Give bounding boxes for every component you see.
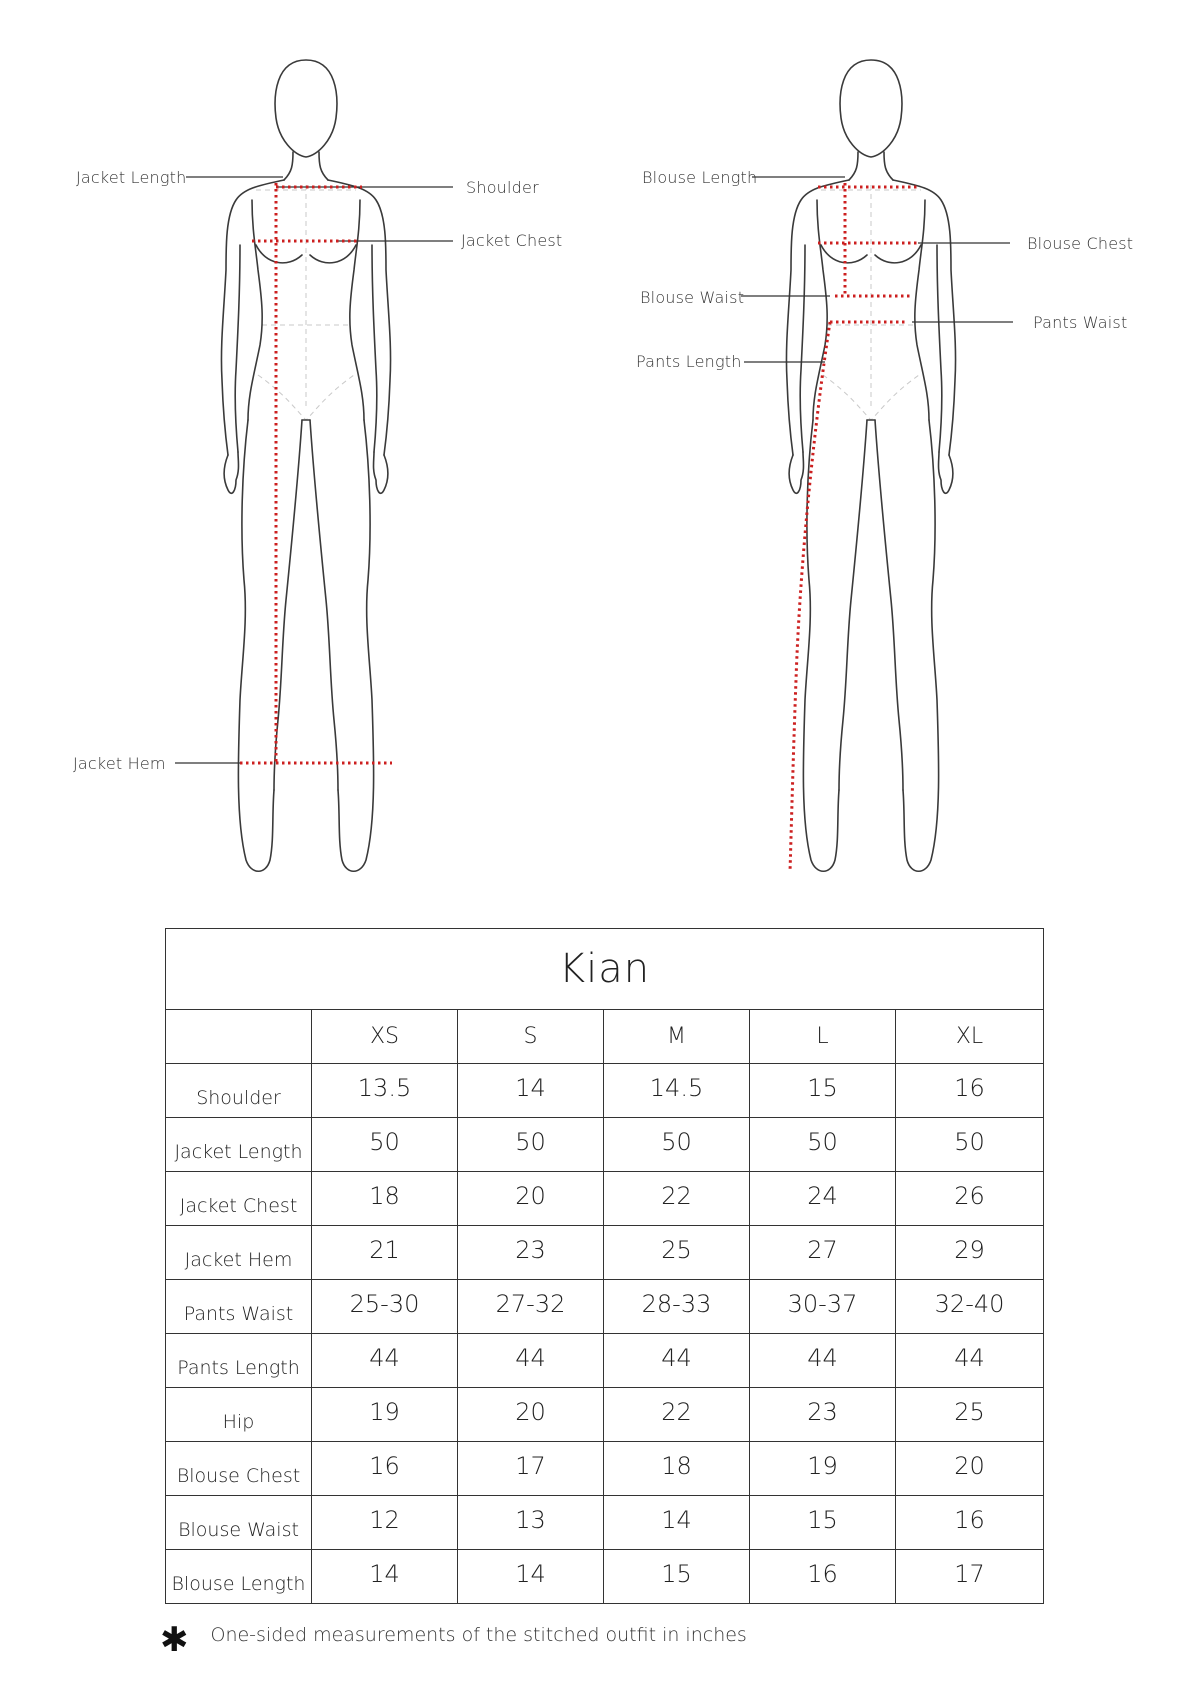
- label-jacket-chest: Jacket Chest: [461, 231, 563, 250]
- corner-cell: [166, 1010, 312, 1064]
- table-row: [166, 1442, 1044, 1496]
- right-leader-lines: [741, 177, 1013, 362]
- size-header: XS: [312, 1010, 458, 1064]
- table-cell: 50: [604, 1118, 750, 1172]
- row-label: Blouse Waist: [166, 1496, 312, 1550]
- label-shoulder: Shoulder: [466, 178, 539, 197]
- table-cell: 20: [458, 1388, 604, 1442]
- table-cell: 27: [750, 1226, 896, 1280]
- table-cell: 25: [604, 1226, 750, 1280]
- label-blouse-length: Blouse Length: [642, 168, 758, 187]
- row-label: Pants Waist: [166, 1280, 312, 1334]
- size-header: M: [604, 1010, 750, 1064]
- table-cell: 14: [458, 1550, 604, 1604]
- table-cell: 25: [896, 1388, 1044, 1442]
- table-cell: 19: [750, 1442, 896, 1496]
- row-label: Shoulder: [166, 1064, 312, 1118]
- table-cell: 20: [458, 1172, 604, 1226]
- table-cell: 44: [458, 1334, 604, 1388]
- table-cell: 21: [312, 1226, 458, 1280]
- row-label: Jacket Length: [166, 1118, 312, 1172]
- table-cell: 26: [896, 1172, 1044, 1226]
- table-cell: 14.5: [604, 1064, 750, 1118]
- table-cell: 44: [604, 1334, 750, 1388]
- table-cell: 14: [604, 1496, 750, 1550]
- table-row: [166, 1388, 1044, 1442]
- size-header: XL: [896, 1010, 1044, 1064]
- size-header: S: [458, 1010, 604, 1064]
- table-row: [166, 1334, 1044, 1388]
- table-cell: 18: [604, 1442, 750, 1496]
- row-label: Hip: [166, 1388, 312, 1442]
- table-row: [166, 1226, 1044, 1280]
- table-cell: 29: [896, 1226, 1044, 1280]
- footnote: [160, 1620, 747, 1660]
- row-label: Jacket Chest: [166, 1172, 312, 1226]
- table-cell: 23: [750, 1388, 896, 1442]
- table-cell: 44: [750, 1334, 896, 1388]
- table-cell: 13: [458, 1496, 604, 1550]
- table-cell: 50: [750, 1118, 896, 1172]
- table-cell: 20: [896, 1442, 1044, 1496]
- table-cell: 16: [312, 1442, 458, 1496]
- row-label: Blouse Length: [166, 1550, 312, 1604]
- blouse-pants-measure-lines: [790, 183, 918, 872]
- table-row: [166, 1550, 1044, 1604]
- table-row: [166, 1280, 1044, 1334]
- asterisk-icon: ✱: [160, 1620, 189, 1660]
- row-label: Jacket Hem: [166, 1226, 312, 1280]
- left-croquis: [221, 60, 390, 871]
- table-row: [166, 1064, 1044, 1118]
- table-row: [166, 1118, 1044, 1172]
- table-cell: 16: [750, 1550, 896, 1604]
- table-cell: 14: [312, 1550, 458, 1604]
- table-row: [166, 1496, 1044, 1550]
- table-cell: 17: [458, 1442, 604, 1496]
- footnote-text: One-sided measurements of the stitched outfit in inches: [210, 1624, 747, 1646]
- table-cell: 18: [312, 1172, 458, 1226]
- table-cell: 44: [312, 1334, 458, 1388]
- size-header: L: [750, 1010, 896, 1064]
- table-title: Kian: [166, 929, 1044, 1010]
- table-body: [166, 1064, 1044, 1604]
- table-cell: 14: [458, 1064, 604, 1118]
- label-blouse-chest: Blouse Chest: [1027, 234, 1134, 253]
- table-cell: 16: [896, 1496, 1044, 1550]
- label-jacket-length: Jacket Length: [76, 168, 187, 187]
- row-label: Blouse Chest: [166, 1442, 312, 1496]
- table-cell: 44: [896, 1334, 1044, 1388]
- table-cell: 15: [604, 1550, 750, 1604]
- table-cell: 50: [896, 1118, 1044, 1172]
- label-jacket-hem: Jacket Hem: [73, 754, 166, 773]
- table-cell: 15: [750, 1496, 896, 1550]
- row-label: Pants Length: [166, 1334, 312, 1388]
- table-cell: 30-37: [750, 1280, 896, 1334]
- table-cell: 19: [312, 1388, 458, 1442]
- table-cell: 22: [604, 1172, 750, 1226]
- label-pants-waist: Pants Waist: [1033, 313, 1128, 332]
- table-row: [166, 1172, 1044, 1226]
- table-cell: 22: [604, 1388, 750, 1442]
- table-cell: 13.5: [312, 1064, 458, 1118]
- table-cell: 50: [312, 1118, 458, 1172]
- table-cell: 25-30: [312, 1280, 458, 1334]
- table-cell: 24: [750, 1172, 896, 1226]
- table-cell: 17: [896, 1550, 1044, 1604]
- table-cell: 28-33: [604, 1280, 750, 1334]
- label-pants-length: Pants Length: [636, 352, 742, 371]
- table-cell: 32-40: [896, 1280, 1044, 1334]
- table-cell: 12: [312, 1496, 458, 1550]
- table-cell: 27-32: [458, 1280, 604, 1334]
- table-cell: 50: [458, 1118, 604, 1172]
- table-cell: 15: [750, 1064, 896, 1118]
- size-chart-table: [165, 928, 1044, 1604]
- table-cell: 23: [458, 1226, 604, 1280]
- label-blouse-waist: Blouse Waist: [640, 288, 745, 307]
- table-cell: 16: [896, 1064, 1044, 1118]
